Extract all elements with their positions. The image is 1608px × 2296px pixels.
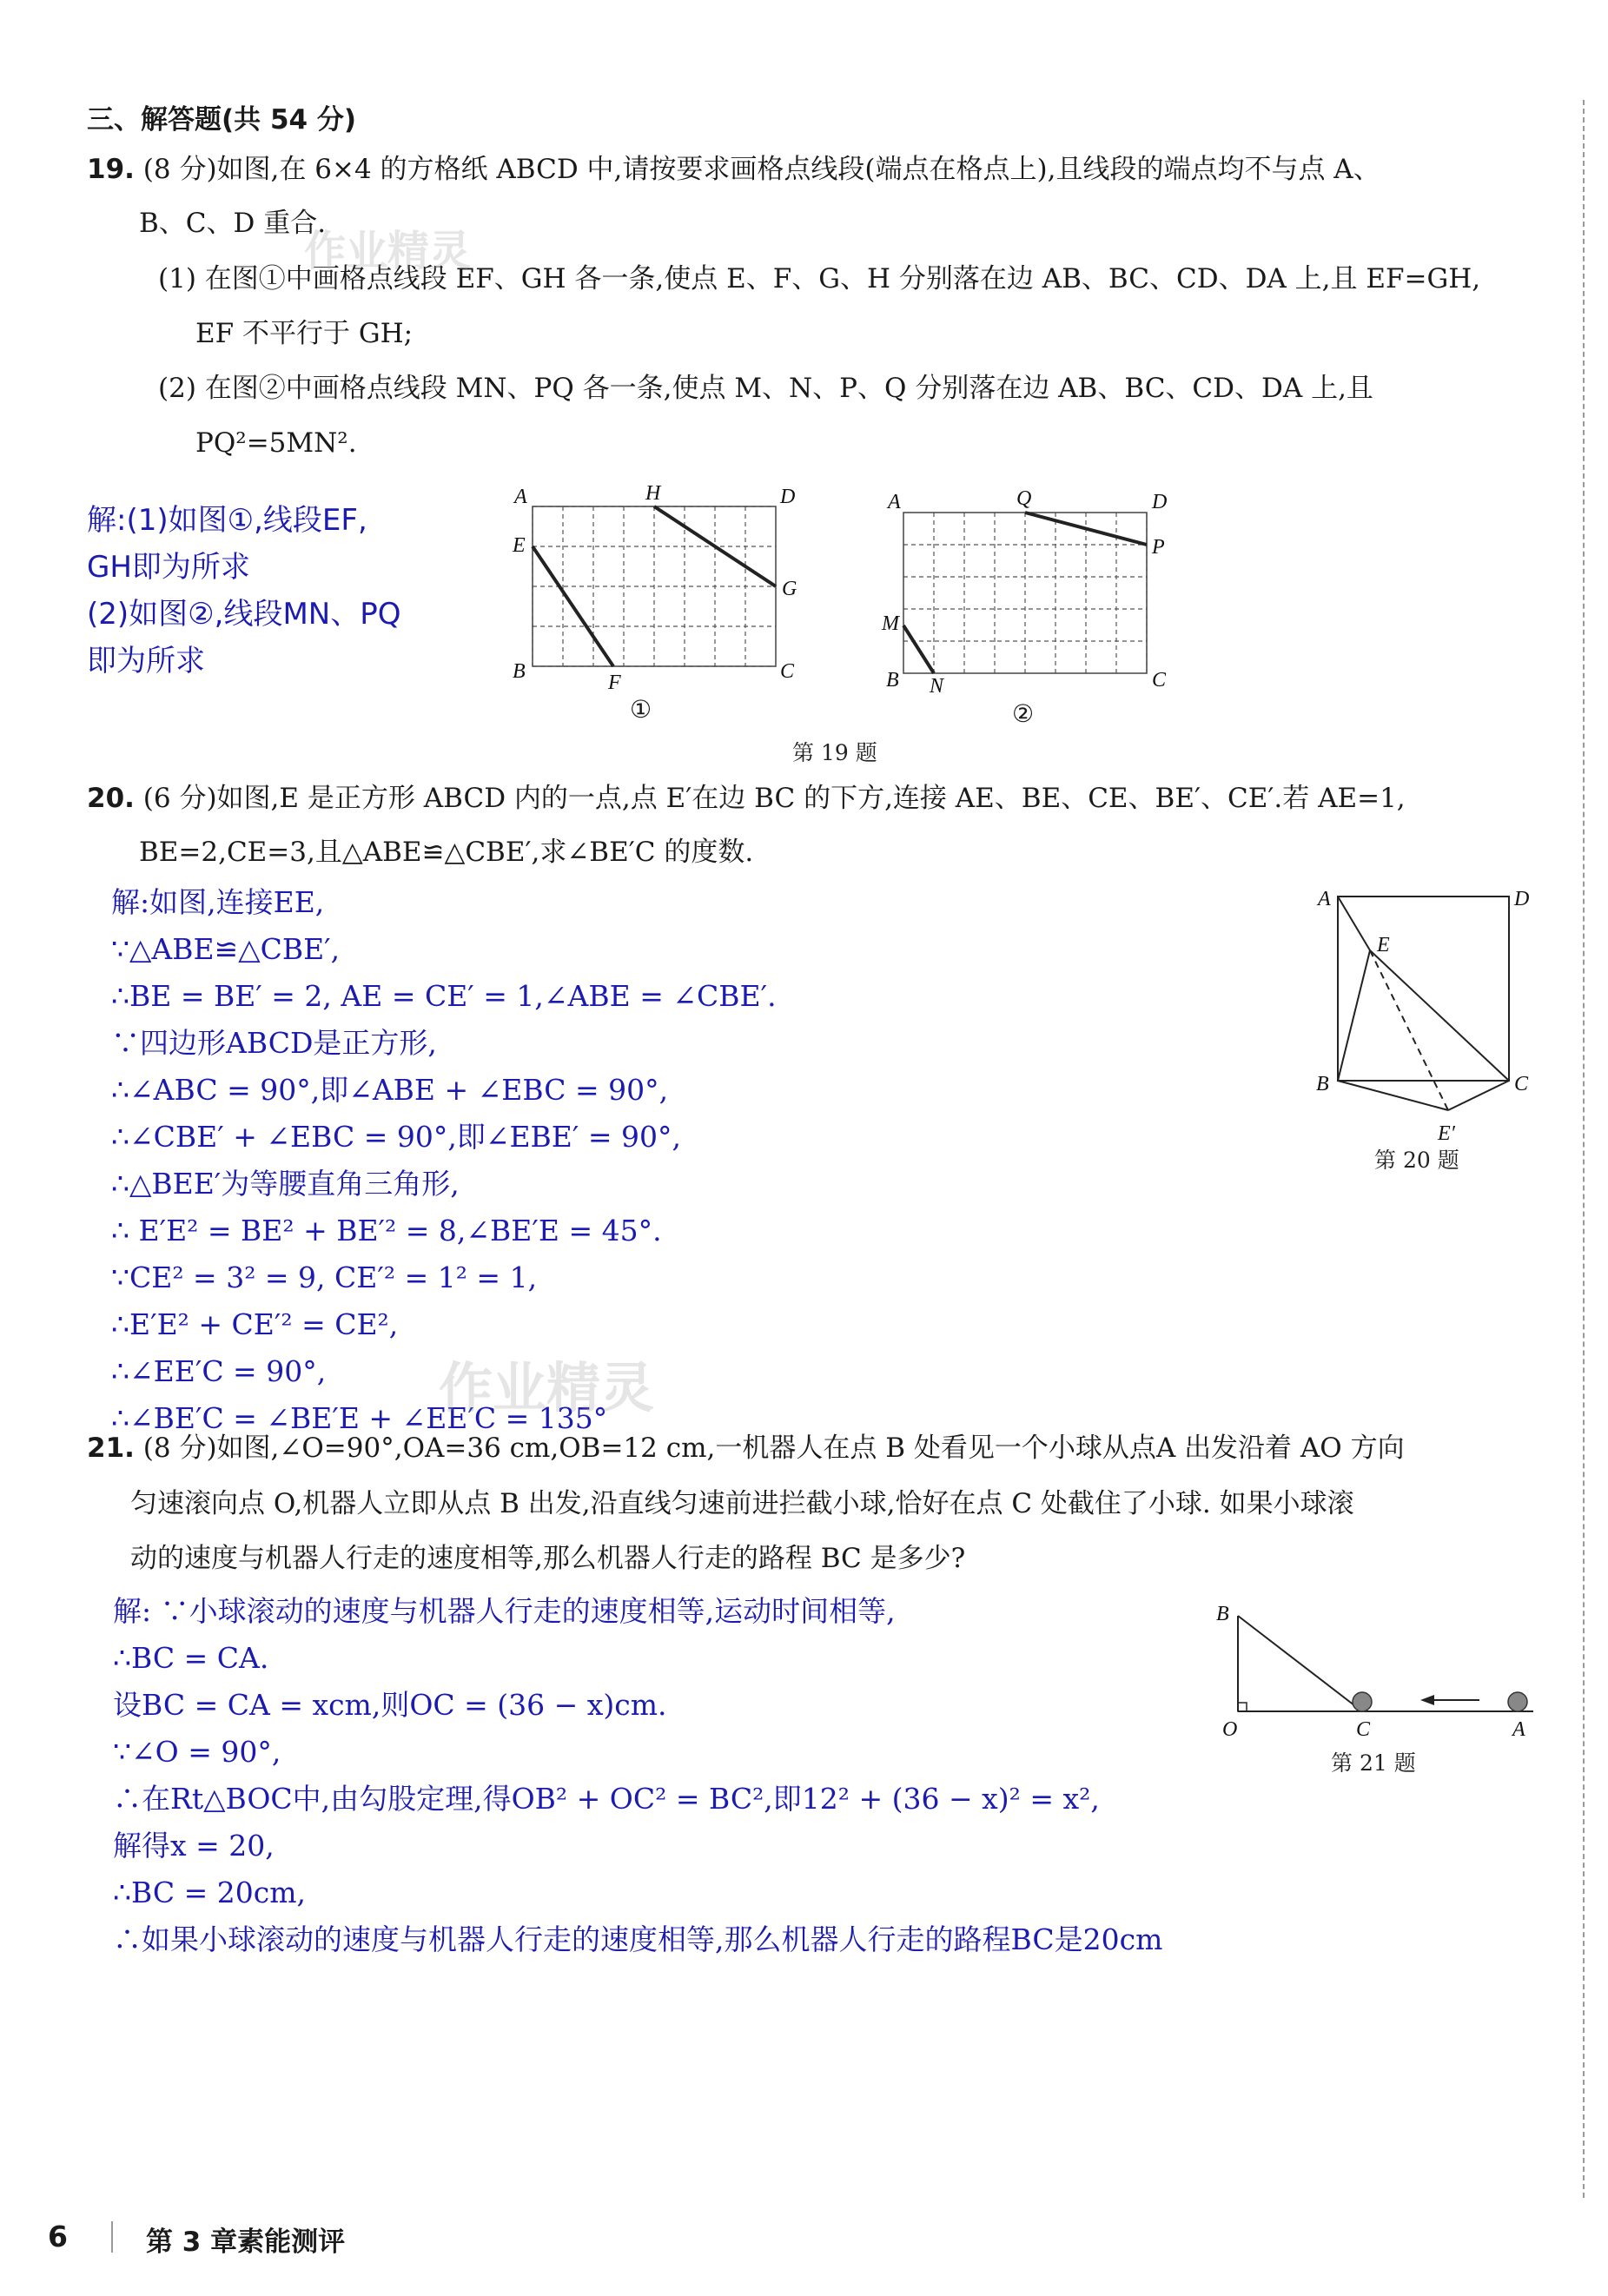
point-label: M (882, 612, 899, 635)
q19-text-line2: B、C、D 重合. (139, 208, 327, 239)
point-label: C (1356, 1718, 1371, 1741)
q20-solution-line: ∵CE² = 3² = 9, CE′² = 1² = 1, (111, 1260, 538, 1294)
q19-solution-line: 即为所求 (87, 644, 205, 678)
q19-figure-1 (504, 482, 817, 708)
segment-ef (533, 546, 613, 666)
q20-solution-line: 解:如图,连接EE, (111, 885, 325, 919)
q19-fig2-label: ② (1012, 699, 1035, 728)
q20-solution-line: ∴△BEE′为等腰直角三角形, (111, 1167, 460, 1201)
point-label: A (1512, 1718, 1525, 1741)
point-label: C (780, 660, 795, 683)
q21-solution-line: 解得x = 20, (113, 1829, 275, 1863)
q19-solution-line: (2)如图②,线段MN、PQ (87, 597, 401, 632)
q20-solution-line: ∴ E′E² = BE² + BE′² = 8,∠BE′E = 45°. (111, 1214, 662, 1247)
point-label: P (1152, 536, 1165, 559)
point-label: D (1514, 888, 1530, 910)
watermark: 作业精灵 (304, 227, 472, 275)
q20-caption: 第 20 题 (1374, 1148, 1459, 1173)
q20-solution-line: ∴∠EE′C = 90°, (111, 1354, 327, 1388)
q21-solution-line: ∴如果小球滚动的速度与机器人行走的速度相等,那么机器人行走的路程BC是20cm (113, 1922, 1163, 1956)
q21-solution-line: ∴BC = 20cm, (113, 1876, 306, 1909)
section-title: 三、解答题(共 54 分) (87, 104, 357, 136)
q19-solution-line: 解:(1)如图①,线段EF, (87, 503, 367, 538)
q21-text-line1: (8 分)如图,∠O=90°,OA=36 cm,OB=12 cm,一机器人在点 B 处看见一个小球从点A 出发沿着 AO 方向 (142, 1433, 1405, 1464)
q19-figure-2 (877, 482, 1190, 708)
q21-solution (113, 1588, 1162, 1963)
point-label: E (1377, 934, 1390, 956)
q19-part1-line1: (1) 在图①中画格点线段 EF、GH 各一条,使点 E、F、G、H 分别落在边 AB、BC、CD、DA 上,且 EF=GH, (158, 263, 1481, 294)
q19-part1-line2: EF 不平行于 GH; (195, 318, 414, 349)
point-label: F (608, 672, 621, 694)
q20-solution-line: ∵四边形ABCD是正方形, (111, 1026, 437, 1060)
point-label: O (1222, 1718, 1238, 1741)
point-label: E′ (1438, 1122, 1455, 1145)
q20-solution-line: ∴∠BE′C = ∠BE′E + ∠EE′C = 135° (111, 1401, 608, 1435)
point-label: B (886, 669, 899, 691)
q19-text-line1: (8 分)如图,在 6×4 的方格纸 ABCD 中,请按要求画格点线段(端点在格点上),且线段的端点均不与点 A、 (142, 154, 1380, 185)
point-label: Q (1016, 487, 1032, 510)
margin-dashed-line (1583, 100, 1585, 2198)
point-label: B (1316, 1073, 1329, 1095)
point-label: A (1318, 888, 1331, 910)
point-label: B (513, 660, 526, 683)
page-number: 6 (48, 2220, 68, 2253)
q19-fig1-label: ① (630, 695, 652, 724)
point-label: D (780, 486, 796, 508)
footer-divider (111, 2221, 113, 2253)
q19-solution (87, 497, 400, 685)
q21-solution-line: ∵∠O = 90°, (113, 1735, 281, 1769)
point-label: A (888, 491, 901, 513)
q21-solution-line: 设BC = CA = xcm,则OC = (36 − x)cm. (113, 1688, 667, 1722)
point-label: C (1152, 669, 1167, 691)
q21-solution-line: 解: ∵小球滚动的速度与机器人行走的速度相等,运动时间相等, (113, 1594, 896, 1628)
q20-number: 20. (87, 783, 135, 814)
q21-line1 (87, 1432, 1405, 1466)
point-label: H (645, 482, 661, 505)
q21-text-line2: 匀速滚向点 O,机器人立即从点 B 出发,沿直线匀速前进拦截小球,恰好在点 C 处截住了小球. 如果小球滚 (130, 1488, 1354, 1519)
point-label: A (514, 486, 527, 508)
segment-mn (903, 625, 934, 673)
q19-solution-line: GH即为所求 (87, 550, 250, 585)
q20-figure (1307, 877, 1568, 1155)
q19-part2-line1: (2) 在图②中画格点线段 MN、PQ 各一条,使点 M、N、P、Q 分别落在边 AB、BC、CD、DA 上,且 (158, 373, 1373, 404)
q20-solution-line: ∴BE = BE′ = 2, AE = CE′ = 1,∠ABE = ∠CBE′. (111, 979, 777, 1013)
point-label: B (1216, 1603, 1229, 1625)
q21-text-line3: 动的速度与机器人行走的速度相等,那么机器人行走的路程 BC 是多少? (130, 1543, 966, 1574)
point-label: D (1152, 491, 1168, 513)
q21-number: 21. (87, 1433, 135, 1464)
q20-line1 (87, 782, 1406, 816)
q21-solution-line: ∴在Rt△BOC中,由勾股定理,得OB² + OC² = BC²,即12² + (36 − x)² = x², (113, 1782, 1100, 1816)
watermark: 作业精灵 (439, 1356, 655, 1419)
q20-solution-line: ∵△ABE≌△CBE′, (111, 932, 341, 966)
q19-caption: 第 19 题 (792, 740, 877, 765)
chapter-title: 第 3 章素能测评 (146, 2227, 346, 2258)
point-label: C (1514, 1073, 1529, 1095)
q19-part2-line2: PQ²=5MN². (195, 427, 357, 459)
q21-solution-line: ∴BC = CA. (113, 1641, 269, 1675)
q19-line1 (87, 153, 1380, 187)
q20-text-line1: (6 分)如图,E 是正方形 ABCD 内的一点,点 E′在边 BC 的下方,连接 AE、BE、CE、BE′、CE′.若 AE=1, (142, 783, 1406, 814)
point-label: N (930, 675, 944, 698)
q20-solution-line: ∴E′E² + CE′² = CE², (111, 1307, 399, 1341)
point-label: E (513, 534, 526, 557)
point-label: G (782, 578, 797, 600)
q19-number: 19. (87, 154, 135, 185)
q20-solution-line: ∴∠CBE′ + ∠EBC = 90°,即∠EBE′ = 90°, (111, 1120, 682, 1154)
q21-caption: 第 21 题 (1331, 1750, 1416, 1776)
q21-figure (1203, 1594, 1559, 1742)
q20-text-line2: BE=2,CE=3,且△ABE≌△CBE′,求∠BE′C 的度数. (139, 837, 754, 868)
q20-solution-line: ∴∠ABC = 90°,即∠ABE + ∠EBC = 90°, (111, 1073, 669, 1107)
